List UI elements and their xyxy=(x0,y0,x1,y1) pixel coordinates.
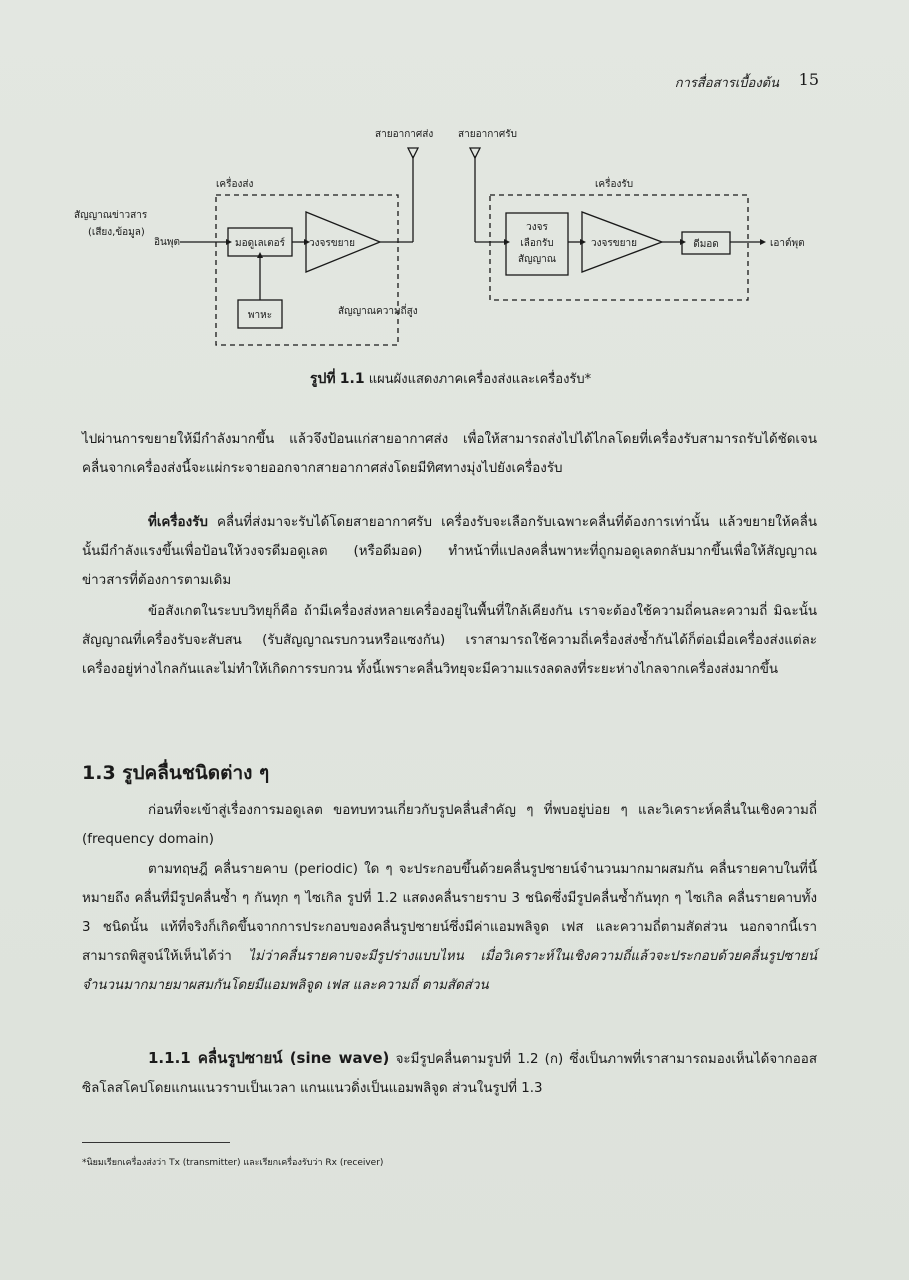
paragraph-6 xyxy=(82,1044,817,1103)
demod-label: ดีมอด xyxy=(693,239,719,250)
paragraph-2-body: คลื่นที่ส่งมาจะรับได้โดยสายอากาศรับ เครื่องรับจะเลือกรับเฉพาะคลื่นที่ต้องการเท่านั้น แล้วขยายให้คลื่นนั้นมีกำลังแรงขึ้นเพื่อป้อนให้วงจรดีมอดูเลต (หรือดีมอด) ทำหน้าที่แปลงคลื่นพาหะที่ถูกมอดูเลตกลับมากขึ้นเพื่อให้สัญญาณข่าวสารที่ต้องการตามเดิม xyxy=(82,515,817,588)
paragraph-4: ก่อนที่จะเข้าสู่เรื่องการมอดูเลต ขอทบทวนเกี่ยวกับรูปคลื่นสำคัญ ๆ ที่พบอยู่บ่อย ๆ และวิเคราะห์คลื่นในเชิงความถี่ (frequency domain) xyxy=(82,803,817,847)
info-signal-sub-label: (เสียง,ข้อมูล) xyxy=(88,227,145,238)
modulator-label: มอดูเลเตอร์ xyxy=(235,238,285,249)
caption-prefix: รูปที่ xyxy=(310,371,336,387)
input-label: อินพุต xyxy=(154,237,180,248)
caption-number: 1.1 xyxy=(339,371,365,387)
section-heading: 1.3 รูปคลื่นชนิดต่าง ๆ xyxy=(82,762,270,784)
tx-amplifier-label: วงจรขยาย xyxy=(309,238,355,249)
transmitter-box xyxy=(216,195,398,345)
tx-antenna-label: สายอากาศส่ง xyxy=(375,129,434,140)
figure-caption xyxy=(310,368,591,390)
caption-text: แผนผังแสดงภาคเครื่องส่งและเครื่องรับ* xyxy=(368,372,592,387)
info-signal-label: สัญญาณข่าวสาร xyxy=(74,210,148,221)
high-freq-label: สัญญาณความถี่สูง xyxy=(338,306,418,317)
paragraph-6-body: จะมีรูปคลื่นตามรูปที่ 1.2 (ก) ซึ่งเป็นภาพที่เราสามารถมองเห็นได้จากออสซิลโลสโคปโดยแกนแนวราบเป็นเวลา แกนแนวดิ่งเป็นแอมพลิจูด ส่วนในรูปที่ 1.3 xyxy=(82,1052,817,1096)
paragraph-1: ไปผ่านการขยายให้มีกำลังมากขึ้น แล้วจึงป้อนแก่สายอากาศส่ง เพื่อให้สามารถส่งไปได้ไกลโดยที่เครื่องรับสามารถรับได้ชัดเจน คลื่นจากเครื่องส่งนี้จะแผ่กระจายออกจากสายอากาศส่งโดยมีทิศทางมุ่งไปยังเครื่องรับ xyxy=(82,432,817,476)
block-diagram xyxy=(70,120,830,360)
receiver-label: เครื่องรับ xyxy=(595,179,634,190)
selector-label-1: วงจร xyxy=(526,222,548,233)
paragraph-5-italic: ไม่ว่าคลื่นรายคาบจะมีรูปร่างแบบไหน เมื่อวิเคราะห์ในเชิงความถี่แล้วจะประกอบด้วยคลื่นรูปซายน์จำนวนมากมายมาผสมกันโดยมีแอมพลิจูด เฟส และความถี่ ตามสัดส่วน xyxy=(82,949,817,993)
transmitter-label: เครื่องส่ง xyxy=(216,179,254,190)
footnote: *นิยมเรียกเครื่องส่งว่า Tx (transmitter) และเรียกเครื่องรับว่า Rx (receiver) xyxy=(82,1158,384,1168)
paragraph-2 xyxy=(82,508,817,595)
output-label: เอาต์พุต xyxy=(770,238,805,249)
footnote-divider xyxy=(82,1142,230,1143)
page-number: 15 xyxy=(798,70,819,89)
selector-label-2: เลือกรับ xyxy=(520,238,554,249)
paragraph-3: ข้อสังเกตในระบบวิทยุก็คือ ถ้ามีเครื่องส่งหลายเครื่องอยู่ในพื้นที่ใกล้เคียงกัน เราจะต้องใช้ความถี่คนละความถี่ มิฉะนั้นสัญญาณที่เครื่องรับจะสับสน (รับสัญญาณรบกวนหรือแซงกัน) เราสามารถใช้ความถี่เครื่องส่งซ้ำกันได้ก็ต่อเมื่อเครื่องส่งแต่ละเครื่องอยู่ห่างไกลกันและไม่ทำให้เกิดการรบกวน ทั้งนี้เพราะคลื่นวิทยุจะมีความแรงลดลงที่ระยะห่างไกลจากเครื่องส่งมากขึ้น xyxy=(82,604,817,677)
rx-antenna-label: สายอากาศรับ xyxy=(458,129,517,140)
rx-amplifier-label: วงจรขยาย xyxy=(591,238,637,249)
paragraph-5 xyxy=(82,855,817,1000)
carrier-label: พาหะ xyxy=(247,310,273,321)
selector-label-3: สัญญาณ xyxy=(517,254,557,265)
subsection-heading: 1.1.1 คลื่นรูปซายน์ (sine wave) xyxy=(148,1049,390,1067)
paragraph-5-body: ตามทฤษฎี คลื่นรายคาบ (periodic) ใด ๆ จะประกอบขึ้นด้วยคลื่นรูปซายน์จำนวนมากมาผสมกัน คลื่นรายคาบในที่นี้หมายถึง คลื่นที่มีรูปคลื่นซ้ำ ๆ กันทุก ๆ ไซเกิล รูปที่ 1.2 แสดงคลื่นรายราบ 3 ชนิดซึ่งมีรูปคลื่นซ้ำกันทุก ๆ ไซเกิล คลื่นรายคาบทั้ง 3 ชนิดนั้น แท้ที่จริงก็เกิดขึ้นจากการประกอบของคลื่นรูปซายน์ซึ่งมีค่าแอมพลิจูด เฟส และความถี่ตามสัดส่วน นอกจากนี้เราสามารถพิสูจน์ให้เห็นได้ว่า xyxy=(82,862,817,964)
running-title: การสื่อสารเบื้องต้น xyxy=(674,76,779,91)
paragraph-2-lead: ที่เครื่องรับ xyxy=(148,515,208,530)
